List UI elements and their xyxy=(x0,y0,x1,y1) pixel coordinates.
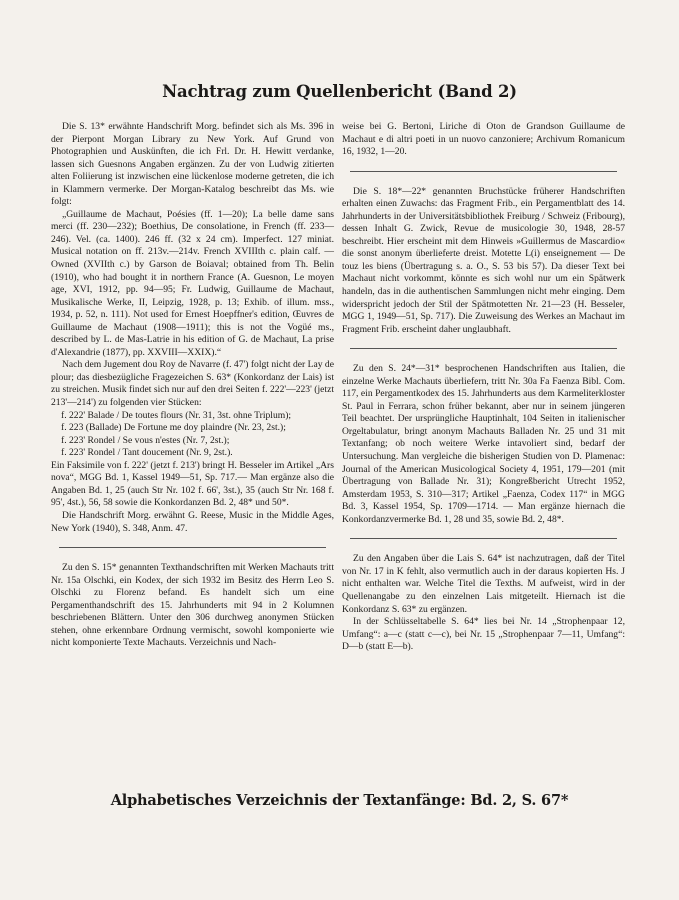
list-item: f. 223' Rondel / Tant doucement (Nr. 9, 2st.). xyxy=(61,447,233,459)
paragraph-jugement: Nach dem Jugement dou Roy de Navarre (f. 47') folgt nicht der Lay de plour; das diesbezügliche Fragezeichen S. 63* (Konkordanz der Lais) ist zu streichen. Musik findet sich nur auf den drei Seiten f. 222'—223' (jetzt 213'—214') zu folgenden vier Stücken: xyxy=(51,359,334,409)
section-divider xyxy=(350,171,617,172)
paragraph-morgan-catalog-quote: „Guillaume de Machaut, Poésies (ff. 1—20); La belle dame sans merci (ff. 230—232); Boethius, De consolatione, in French (ff. 233—246). Vel. (ca. 1400). 246 ff. (32 x 24 cm). Imperfect. 127 miniat. Musical notation on ff. 213v.—214v. French XVIIIth c. plain calf. — Owned (XVIIth c.) by Garson de Boiaval; obtained from Th. Belin (1910), who had bought it in northern France (A. Guesnon, Le moyen age, XVI, 1912, pp. 94—95; Fr. Ludwig, Guillaume de Machaut, Musikalische Werke, II, Leipzig, 1928, p. 13; Exhib. of illum. mss., 1934, p. 52, n. 111). Not used for Ernest Hoepffner's edition, Œuvres de Guillaume de Machaut (1908—1911); this is not the Vogüé ms., described by L. de Mas-Latrie in his edition of G. de Machaut, La prise d'Alexandrie (1877), pp. XXVIII—XXIX).“ xyxy=(51,208,334,358)
paragraph-olschki: Zu den S. 15* genannten Texthandschriften mit Werken Machauts tritt Nr. 15a Olschki, ein Kodex, der sich 1932 im Besitz des Herrn Leo S. Olschki zu Florenz befand. Es handelt sich um eine Pergamenthandschrift des 15. Jahrhunderts mit 94 in 2 Kolumnen beschriebenen Blättern. Unter den 306 durchweg anonymen Stücken stehen, ohne erkennbare Ordnung vermischt, sowohl komponierte wie nicht komponierte Texte Machauts. Verzeichnis und Nach- xyxy=(51,562,334,649)
list-item: f. 222' Balade / De toutes flours (Nr. 31, 3st. ohne Triplum); xyxy=(61,409,292,421)
footer-heading: Alphabetisches Verzeichnis der Textanfänge: Bd. 2, S. 67* xyxy=(110,792,569,809)
paragraph-olschki-continued: weise bei G. Bertoni, Liriche di Oton de Grandson Guillaume de Machaut e di altri poeti in un nuovo canzoniere; Archivum Romanicum 16, 1932, 1—20. xyxy=(342,121,625,158)
paragraph-lais: Zu den Angaben über die Lais S. 64* ist nachzutragen, daß der Titel von Nr. 17 in K fehlt, also vermutlich auch in der daraus kopierten Hs. J nicht enthalten war. Welche Titel die Texths. M aufweist, wird in der Quellenangabe zu den einzelnen Lais mitgeteilt. Hiernach ist die Konkordanz S. 63* zu ergänzen. xyxy=(342,553,625,615)
list-item: f. 223' Rondel / Se vous n'estes (Nr. 7, 2st.); xyxy=(61,434,230,446)
paragraph-schluesseltabelle: In der Schlüsseltabelle S. 64* lies bei Nr. 14 „Strophenpaar 12, Umfang“: a—c (statt c—c), bei Nr. 15 „Strophenpaar 7—11, Umfang“: D—b (statt E—b). xyxy=(342,616,625,653)
list-item: f. 223 (Ballade) De Fortune me doy plaindre (Nr. 23, 2st.); xyxy=(61,422,286,434)
paragraph-morg-intro: Die S. 13* erwähnte Handschrift Morg. befindet sich als Ms. 396 in der Pierpont Morgan Library zu New York. Auf Grund von Photographien und Auskünften, die ich Frl. Dr. H. Hewitt verdanke, lassen sich Guesnons Angaben ergänzen. Zu der von Ludwig zitierten alten Foliierung ist inzwischen eine lückenlose moderne getreten, die ich in Klammern vermerke. Der Morgan-Katalog beschreibt das Ms. wie folgt: xyxy=(51,121,334,208)
section-divider xyxy=(59,547,326,548)
paragraph-faksimile: Ein Faksimile von f. 222' (jetzt f. 213') bringt H. Besseler im Artikel „Ars nova“, MGG Bd. 1, Kassel 1949—51, Sp. 717.— Man ergänze also die Angaben Bd. 1, 25 (auch Str Nr. 102 f. 66', 3st.), 35 (auch Str Nr. 168 f. 95', 4st.), 56, 58 sowie die Konkordanzen Bd. 2, 48* und 50*. xyxy=(51,459,334,509)
section-divider xyxy=(350,538,617,539)
right-column xyxy=(342,121,625,654)
paragraph-frib-fragment: Die S. 18*—22* genannten Bruchstücke früherer Handschriften erhalten einen Zuwachs: das Fragment Frib., ein Pergamentblatt des 14. Jahrhunderts in der Universitätsbibliothek Freiburg / Schweiz (Fribourg), dessen Inhalt G. Zwick, Revue de musicologie 30, 1948, 28-57 beschreibt. Hier erscheint mit dem Hinweis »Guillermus de Mascardio« die sonst anonym überlieferte dreist. Motette L(i) enseignement — De touz les biens (Übertragung s. a. O., S. 53 bis 57). Da dieser Text bei Machaut nicht vorkommt, könnte es sich wohl nur um ein Spätwerk handeln, das in die authentischen Sammlungen nicht mehr einging. Dem widerspricht jedoch der Stil der Spätmotetten Nr. 21—23 (H. Besseler, MGG 1, 1949—51, Sp. 717). Die Zuweisung des Werkes an Machaut im Fragment Frib. erscheint daher unglaubhaft. xyxy=(342,185,625,335)
section-divider xyxy=(350,348,617,349)
paragraph-faenza: Zu den S. 24*—31* besprochenen Handschriften aus Italien, die einzelne Werke Machauts überliefern, tritt Nr. 30a Fa Faenza Bibl. Com. 117, ein Pergamentkodex des 15. Jahrhunderts aus dem Karmeliterkloster St. Paul in Ferrara, schon früher bekannt, aber nur in seinem jüngeren Teil beachtet. Der ursprüngliche Hauptinhalt, 104 Seiten in italienischer Orgeltabulatur, bringt anonym Machauts Balladen Nr. 25 und 31 mit Textanfang; ob noch weitere Werke intavoliert sind, bedarf der Untersuchung. Man vergleiche die bisherigen Studien von D. Plamenac: Journal of the American Musicological Society 4, 1951, 179—201 (mit Übertragung von Ballade Nr. 31); Kongreßbericht Utrecht 1952, Amsterdam 1953, S. 310—317; Artikel „Faenza, Codex 117“ in MGG Bd. 3, Kassel 1954, Sp. 1709—1714. — Man ergänze hiernach die Konkordanzvermerke Bd. 1, 28 und 35, sowie Bd. 2, 48*. xyxy=(342,363,625,525)
page-title: Nachtrag zum Quellenbericht (Band 2) xyxy=(162,82,517,101)
left-column xyxy=(51,121,334,650)
paragraph-reese: Die Handschrift Morg. erwähnt G. Reese, Music in the Middle Ages, New York (1940), S. 348, Anm. 47. xyxy=(51,509,334,534)
